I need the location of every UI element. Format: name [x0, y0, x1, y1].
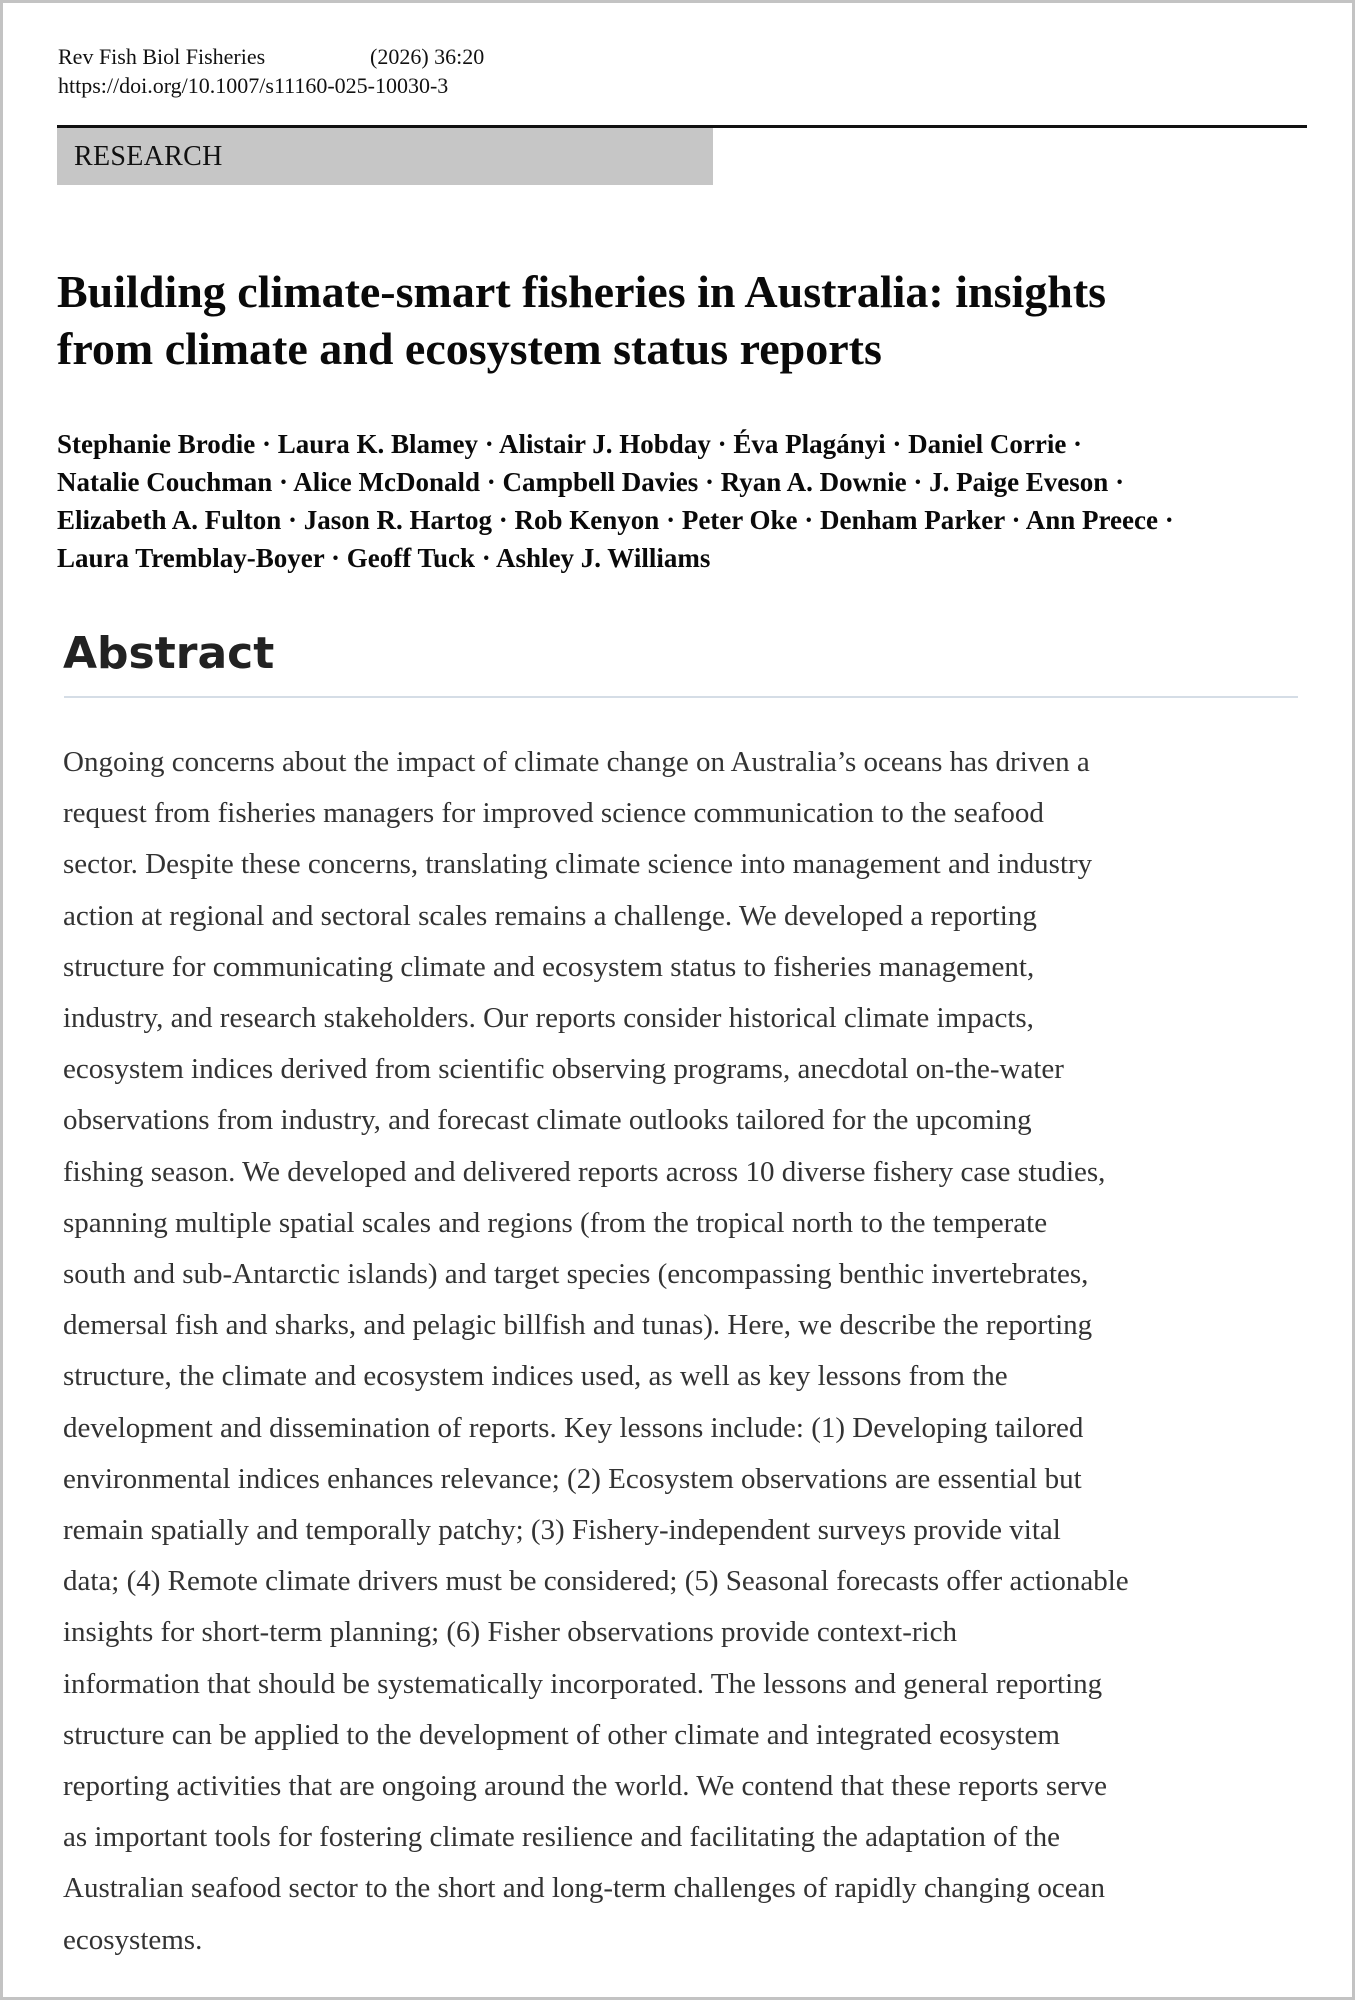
abstract-line: request from fisheries managers for improved science communication to the seafood: [63, 797, 1044, 830]
author-list: [57, 425, 1317, 577]
abstract-heading: Abstract: [63, 628, 275, 679]
title-line: from climate and ecosystem status reports: [57, 323, 882, 374]
abstract-line: fishing season. We developed and delivered reports across 10 diverse fishery case studies,: [63, 1155, 1106, 1188]
abstract-line: sector. Despite these concerns, translating climate science into management and industry: [63, 848, 1093, 881]
abstract-line: ecosystems.: [63, 1923, 203, 1956]
article-type-banner: [57, 128, 713, 185]
abstract-line: action at regional and sectoral scales remains a challenge. We developed a reporting: [63, 899, 1037, 932]
article-type-label: RESEARCH: [74, 141, 223, 172]
abstract-line: environmental indices enhances relevance; (2) Ecosystem observations are essential but: [63, 1462, 1082, 1495]
author-line: Laura Tremblay-Boyer · Geoff Tuck · Ashley J. Williams: [57, 543, 711, 573]
abstract-line: Australian seafood sector to the short and long-term challenges of rapidly changing ocean: [63, 1872, 1106, 1905]
abstract-line: as important tools for fostering climate resilience and facilitating the adaptation of the: [63, 1821, 1060, 1854]
article-title: [57, 263, 1307, 377]
abstract-line: structure can be applied to the development of other climate and integrated ecosystem: [63, 1718, 1060, 1751]
abstract-line: observations from industry, and forecast climate outlooks tailored for the upcoming: [63, 1104, 1032, 1137]
abstract-line: structure for communicating climate and ecosystem status to fisheries management,: [63, 950, 1035, 983]
abstract-body: [63, 737, 1313, 1966]
abstract-line: Ongoing concerns about the impact of climate change on Australia’s oceans has driven a: [63, 746, 1090, 778]
abstract-line: information that should be systematically incorporated. The lessons and general reporting: [63, 1667, 1103, 1700]
author-line: Stephanie Brodie · Laura K. Blamey · Alistair J. Hobday · Éva Plagányi · Daniel Corrie ·: [57, 429, 1083, 459]
journal-name: Rev Fish Biol Fisheries: [58, 44, 266, 69]
author-line: Elizabeth A. Fulton · Jason R. Hartog · Rob Kenyon · Peter Oke · Denham Parker · Ann Preece ·: [57, 505, 1174, 535]
author-line: Natalie Couchman · Alice McDonald · Campbell Davies · Ryan A. Downie · J. Paige Eveson ·: [57, 467, 1125, 497]
abstract-line: ecosystem indices derived from scientific observing programs, anecdotal on-the-water: [63, 1053, 1064, 1086]
abstract-line: south and sub-Antarctic islands) and target species (encompassing benthic invertebrates,: [63, 1258, 1089, 1291]
abstract-line: data; (4) Remote climate drivers must be considered; (5) Seasonal forecasts offer actionable: [63, 1565, 1129, 1598]
journal-citation: (2026) 36:20: [370, 44, 485, 69]
doi-link[interactable]: https://doi.org/10.1007/s11160-025-10030-3: [58, 73, 449, 98]
abstract-line: development and dissemination of reports. Key lessons include: (1) Developing tailored: [63, 1411, 1084, 1444]
title-line: Building climate-smart fisheries in Australia: insights: [57, 266, 1107, 317]
abstract-line: industry, and research stakeholders. Our reports consider historical climate impacts,: [63, 1002, 1034, 1035]
abstract-line: spanning multiple spatial scales and regions (from the tropical north to the temperate: [63, 1206, 1048, 1239]
abstract-line: reporting activities that are ongoing around the world. We contend that these reports serve: [63, 1770, 1108, 1803]
abstract-line: remain spatially and temporally patchy; (3) Fishery-independent surveys provide vital: [63, 1514, 1061, 1547]
abstract-line: structure, the climate and ecosystem indices used, as well as key lessons from the: [63, 1360, 1008, 1393]
abstract-line: insights for short-term planning; (6) Fisher observations provide context-rich: [63, 1616, 957, 1649]
journal-header: [58, 42, 485, 100]
abstract-line: demersal fish and sharks, and pelagic billfish and tunas). Here, we describe the reporting: [63, 1309, 1093, 1342]
abstract-divider: [64, 696, 1298, 698]
